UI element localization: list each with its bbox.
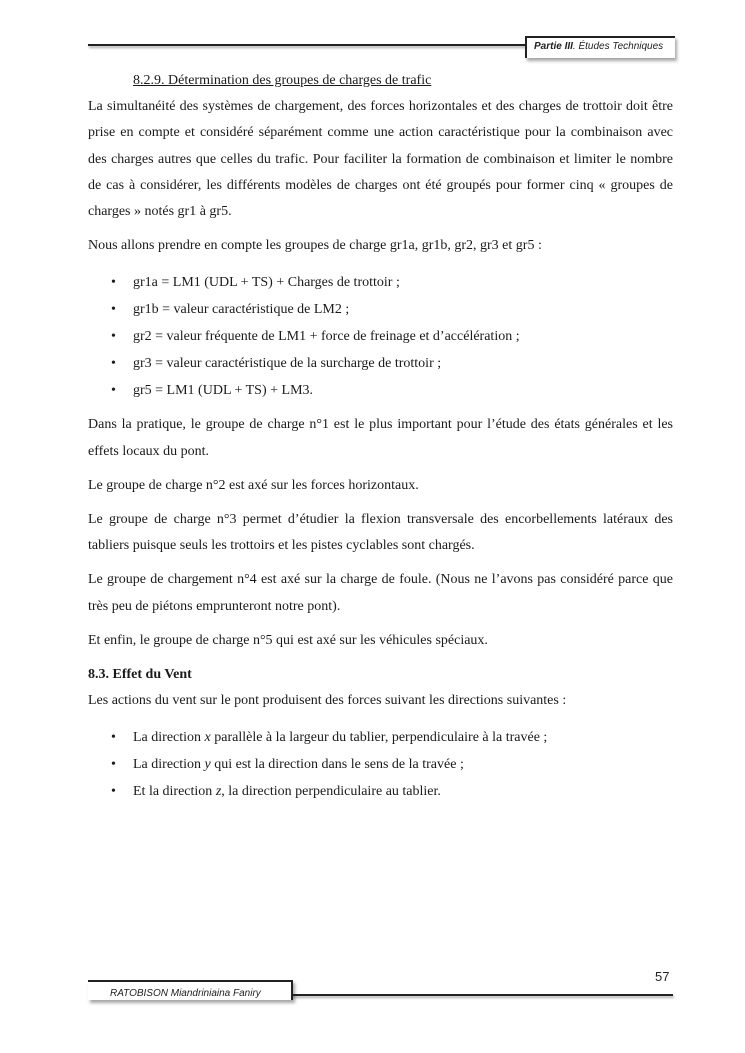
footer-rule bbox=[291, 994, 673, 996]
bullet-icon: • bbox=[111, 757, 116, 773]
paragraph-simultaneite: La simultanéité des systèmes de chargement, des forces horizontales et des charges de trottoir doit être prise en compte et considéré séparément comme une action caractéristique pour la combinaison avec des charges autres que celles du trafic. Pour faciliter la formation de combinaison et limiter le nombre de cas à considérer, les différents modèles de charges ont été groupés pour former cinq « groupes de charges » notés gr1 à gr5. bbox=[88, 99, 673, 220]
list-item: • gr3 = valeur caractéristique de la surcharge de trottoir ; bbox=[88, 350, 673, 377]
load-group-list bbox=[88, 269, 673, 404]
paragraph-vent-intro: Les actions du vent sur le pont produisent des forces suivant les directions suivantes : bbox=[88, 693, 567, 709]
header-part-label: Partie III bbox=[534, 41, 573, 52]
paragraph-groupe-5: Et enfin, le groupe de charge n°5 qui est axé sur les véhicules spéciaux. bbox=[88, 632, 488, 648]
direction-variable: y bbox=[204, 757, 211, 773]
bullet-icon: • bbox=[111, 302, 116, 318]
section-title-83: 8.3. Effet du Vent bbox=[88, 667, 192, 683]
list-item: • gr1b = valeur caractéristique de LM2 ; bbox=[88, 296, 673, 323]
bullet-icon: • bbox=[111, 730, 116, 746]
running-header bbox=[534, 41, 663, 52]
bullet-icon: • bbox=[111, 784, 116, 800]
header-section-title: . Études Techniques bbox=[572, 41, 664, 52]
bullet-icon: • bbox=[111, 356, 116, 372]
page-body bbox=[88, 68, 673, 805]
list-item: • gr2 = valeur fréquente de LM1 + force de freinage et d’accélération ; bbox=[88, 323, 673, 350]
subsection-title-829: 8.2.9. Détermination des groupes de charges de trafic bbox=[133, 73, 432, 88]
list-item: • Et la direction z, la direction perpendiculaire au tablier. bbox=[88, 778, 673, 805]
page-number: 57 bbox=[655, 969, 670, 984]
list-item: • La direction x parallèle à la largeur du tablier, perpendiculaire à la travée ; bbox=[88, 724, 673, 751]
wind-direction-list bbox=[88, 724, 673, 805]
bullet-icon: • bbox=[111, 329, 116, 345]
paragraph-groupe-4: Le groupe de chargement n°4 est axé sur la charge de foule. (Nous ne l’avons pas considéré parce que très peu de piétons emprunteront notre pont). bbox=[88, 572, 673, 614]
direction-variable: z bbox=[215, 784, 222, 800]
paragraph-groupe-3: Le groupe de charge n°3 permet d’étudier la flexion transversale des encorbellements latéraux des tabliers puisque seuls les trottoirs et les pistes cyclables sont chargés. bbox=[88, 512, 673, 554]
direction-variable: x bbox=[204, 730, 211, 746]
header-rule bbox=[88, 44, 525, 46]
footer-author: RATOBISON Miandriniaina Faniry bbox=[110, 988, 261, 999]
bullet-icon: • bbox=[111, 383, 116, 399]
list-item: • gr5 = LM1 (UDL + TS) + LM3. bbox=[88, 377, 673, 404]
paragraph-groupes-retenus: Nous allons prendre en compte les groupes de charge gr1a, gr1b, gr2, gr3 et gr5 : bbox=[88, 238, 542, 254]
paragraph-groupe-2: Le groupe de charge n°2 est axé sur les forces horizontaux. bbox=[88, 477, 419, 493]
bullet-icon: • bbox=[111, 275, 116, 291]
paragraph-groupe-1: Dans la pratique, le groupe de charge n°1 est le plus important pour l’étude des états générales et les effets locaux du pont. bbox=[88, 417, 673, 459]
list-item: • La direction y qui est la direction dans le sens de la travée ; bbox=[88, 751, 673, 778]
list-item: • gr1a = LM1 (UDL + TS) + Charges de trottoir ; bbox=[88, 269, 673, 296]
